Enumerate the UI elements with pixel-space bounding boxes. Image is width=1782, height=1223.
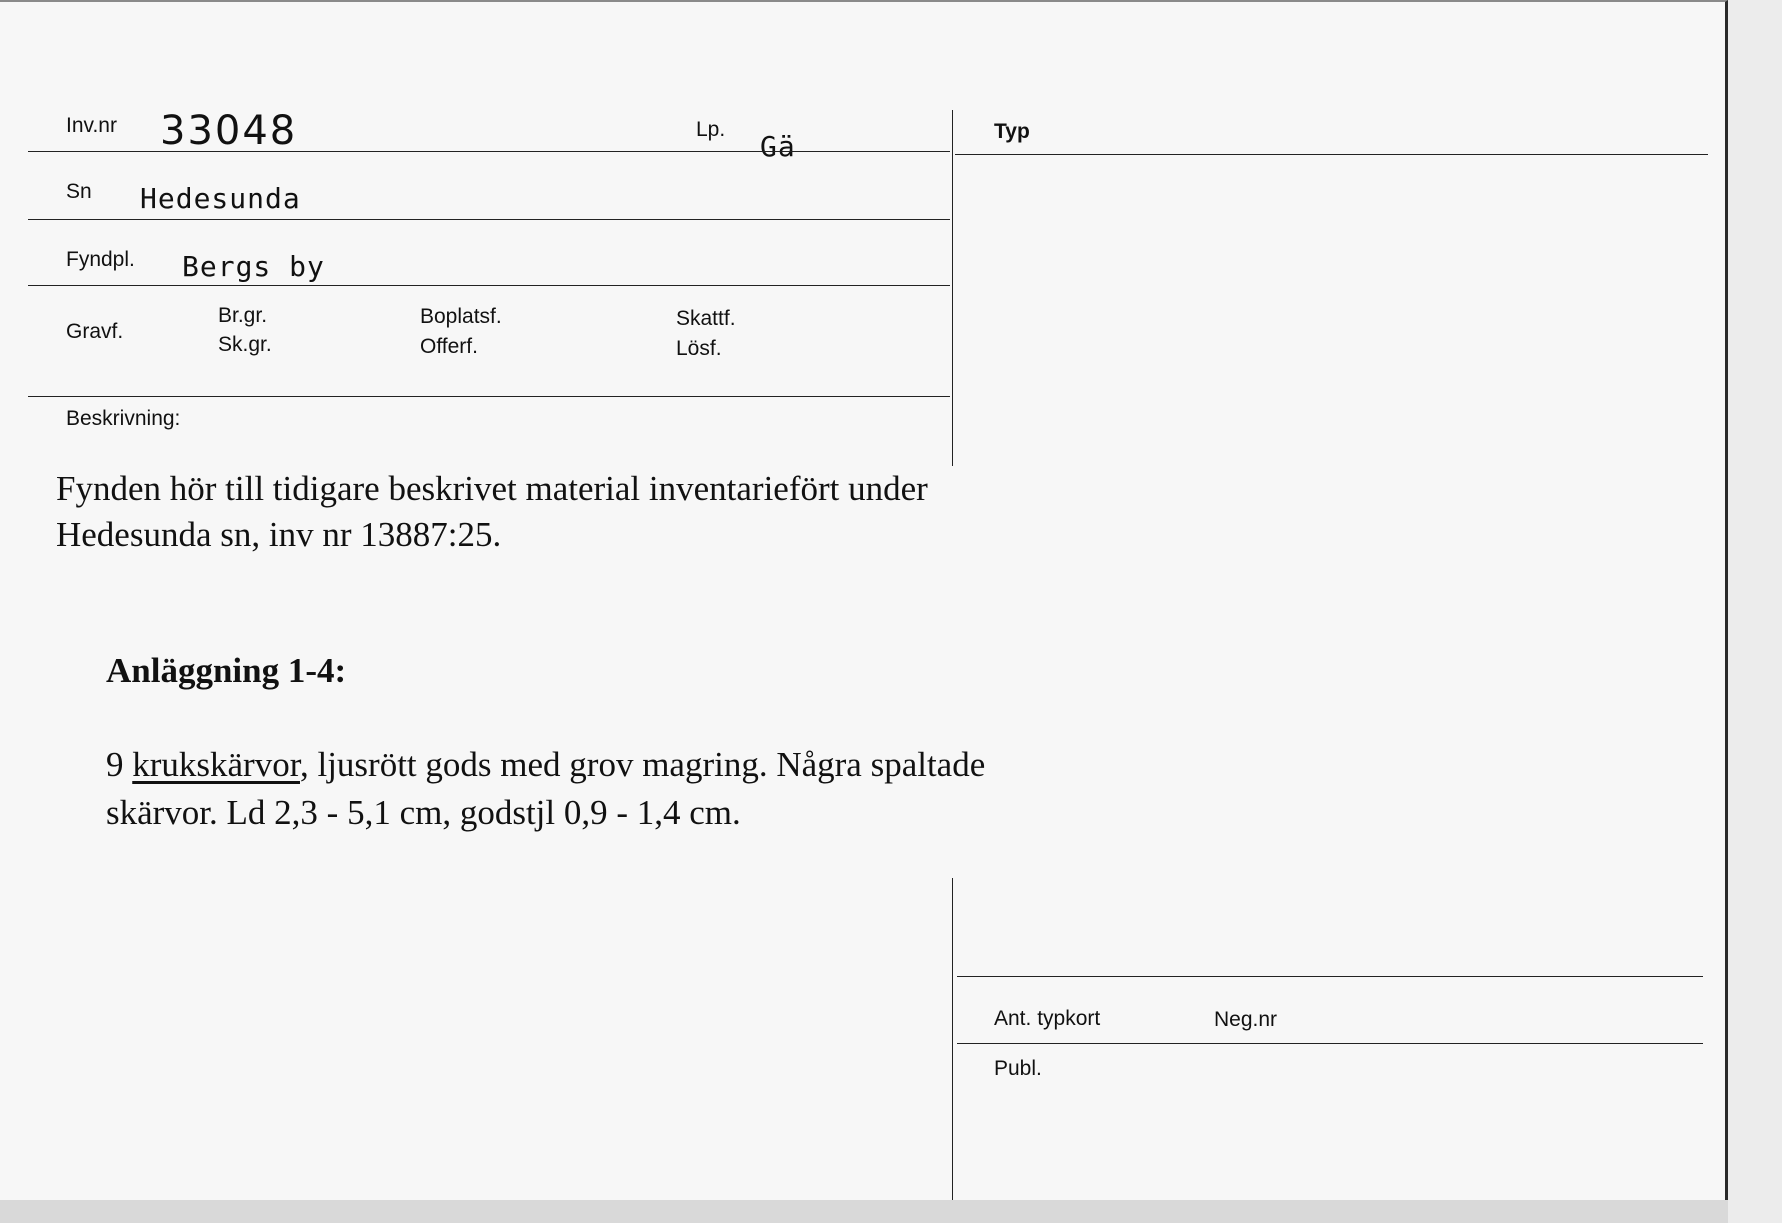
fyndpl-label: Fyndpl. [66, 248, 135, 271]
gravf-label: Gravf. [66, 320, 124, 343]
inv-nr-label: Inv.nr [66, 114, 117, 137]
find-type-term: krukskärvor [132, 745, 300, 784]
rule-sn [28, 219, 950, 220]
inv-nr-value: 33048 [160, 108, 298, 154]
body-prefix: 9 [106, 745, 133, 784]
typ-label: Typ [994, 120, 1030, 143]
lp-value: Gä [760, 130, 796, 163]
sk-gr-label: Sk.gr. [218, 333, 272, 356]
divider-lower [952, 878, 953, 1200]
sn-value: Hedesunda [140, 182, 301, 215]
lp-label: Lp. [696, 118, 726, 141]
rule-inv-nr [28, 151, 950, 152]
sn-label: Sn [66, 180, 92, 203]
rule-categories [28, 396, 950, 397]
publ-label: Publ. [994, 1057, 1042, 1080]
rule-typkort-top [957, 976, 1703, 977]
body-line-1-rest: , ljusrött gods med grov magring. Några spaltade [299, 745, 986, 784]
rule-fyndpl [28, 285, 950, 286]
scan-background [1728, 0, 1782, 1223]
description-intro-line-1: Fynden hör till tidigare beskrivet material inventariefört under [56, 469, 928, 508]
offerf-label: Offerf. [420, 335, 478, 358]
description-intro-line-2: Hedesunda sn, inv nr 13887:25. [56, 515, 502, 554]
fyndpl-value: Bergs by [182, 250, 325, 283]
br-gr-label: Br.gr. [218, 304, 268, 327]
description-body-line-1 [106, 742, 985, 788]
neg-nr-label: Neg.nr [1214, 1008, 1278, 1031]
feature-heading: Anläggning 1-4: [106, 651, 347, 690]
beskrivning-label: Beskrivning: [66, 407, 181, 430]
rule-typkort-bottom [957, 1043, 1703, 1044]
description-body-line-2: skärvor. Ld 2,3 - 5,1 cm, godstjl 0,9 - 1,4 cm. [106, 793, 741, 832]
boplatsf-label: Boplatsf. [420, 305, 502, 328]
rule-typ [955, 154, 1708, 155]
skattf-label: Skattf. [676, 307, 736, 330]
losf-label: Lösf. [676, 337, 722, 360]
divider-upper [952, 110, 953, 466]
ant-typkort-label: Ant. typkort [994, 1007, 1101, 1030]
